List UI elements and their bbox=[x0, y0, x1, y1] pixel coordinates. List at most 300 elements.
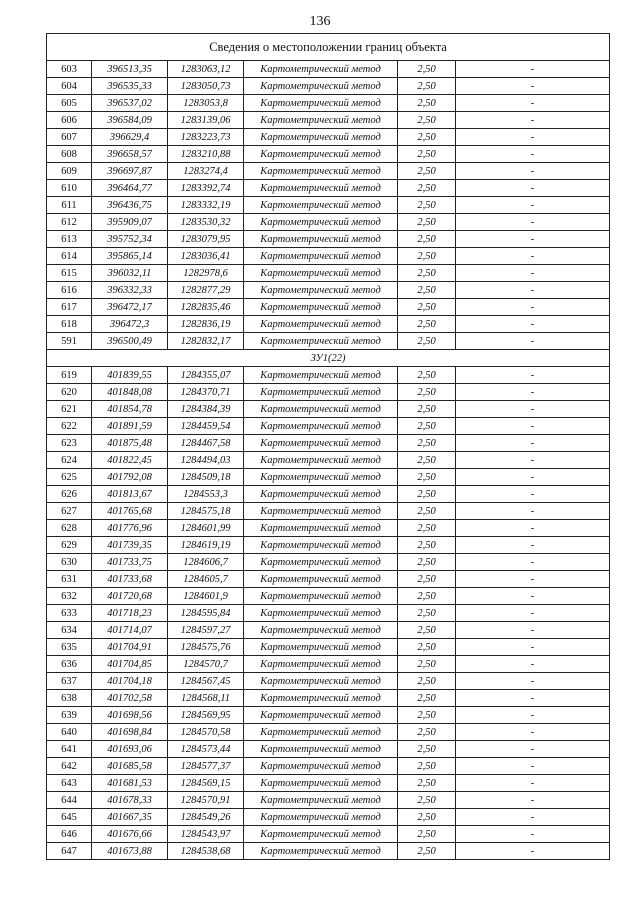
x-coordinate-cell: 401792,08 bbox=[92, 469, 168, 486]
y-coordinate-cell: 1284384,39 bbox=[168, 401, 244, 418]
description-cell: - bbox=[456, 639, 610, 656]
point-number-cell: 641 bbox=[47, 741, 92, 758]
x-coordinate-cell: 401702,58 bbox=[92, 690, 168, 707]
description-cell: - bbox=[456, 197, 610, 214]
method-cell: Картометрический метод bbox=[244, 503, 398, 520]
x-coordinate-cell: 401739,35 bbox=[92, 537, 168, 554]
table-row bbox=[47, 231, 610, 248]
description-cell: - bbox=[456, 265, 610, 282]
description-cell: - bbox=[456, 418, 610, 435]
method-cell: Картометрический метод bbox=[244, 605, 398, 622]
point-number-cell: 623 bbox=[47, 435, 92, 452]
y-coordinate-cell: 1284569,15 bbox=[168, 775, 244, 792]
x-coordinate-cell: 396629,4 bbox=[92, 129, 168, 146]
method-cell: Картометрический метод bbox=[244, 214, 398, 231]
y-coordinate-cell: 1283036,41 bbox=[168, 248, 244, 265]
description-cell: - bbox=[456, 163, 610, 180]
y-coordinate-cell: 1282877,29 bbox=[168, 282, 244, 299]
table-row bbox=[47, 486, 610, 503]
point-number-cell: 635 bbox=[47, 639, 92, 656]
point-number-cell: 606 bbox=[47, 112, 92, 129]
section-header: ЗУ1(22) bbox=[47, 350, 610, 367]
point-number-cell: 647 bbox=[47, 843, 92, 860]
table-row bbox=[47, 401, 610, 418]
accuracy-cell: 2,50 bbox=[398, 265, 456, 282]
description-cell: - bbox=[456, 435, 610, 452]
point-number-cell: 609 bbox=[47, 163, 92, 180]
y-coordinate-cell: 1284569,95 bbox=[168, 707, 244, 724]
table-row bbox=[47, 452, 610, 469]
point-number-cell: 640 bbox=[47, 724, 92, 741]
method-cell: Картометрический метод bbox=[244, 673, 398, 690]
accuracy-cell: 2,50 bbox=[398, 214, 456, 231]
table-row bbox=[47, 435, 610, 452]
table-row bbox=[47, 214, 610, 231]
accuracy-cell: 2,50 bbox=[398, 843, 456, 860]
point-number-cell: 616 bbox=[47, 282, 92, 299]
y-coordinate-cell: 1283274,4 bbox=[168, 163, 244, 180]
description-cell: - bbox=[456, 520, 610, 537]
point-number-cell: 630 bbox=[47, 554, 92, 571]
x-coordinate-cell: 401875,48 bbox=[92, 435, 168, 452]
accuracy-cell: 2,50 bbox=[398, 112, 456, 129]
x-coordinate-cell: 396500,49 bbox=[92, 333, 168, 350]
table-row bbox=[47, 673, 610, 690]
y-coordinate-cell: 1284494,03 bbox=[168, 452, 244, 469]
description-cell: - bbox=[456, 367, 610, 384]
table-row bbox=[47, 554, 610, 571]
point-number-cell: 629 bbox=[47, 537, 92, 554]
point-number-cell: 622 bbox=[47, 418, 92, 435]
method-cell: Картометрический метод bbox=[244, 129, 398, 146]
accuracy-cell: 2,50 bbox=[398, 588, 456, 605]
point-number-cell: 619 bbox=[47, 367, 92, 384]
description-cell: - bbox=[456, 61, 610, 78]
point-number-cell: 615 bbox=[47, 265, 92, 282]
y-coordinate-cell: 1284575,76 bbox=[168, 639, 244, 656]
description-cell: - bbox=[456, 707, 610, 724]
point-number-cell: 632 bbox=[47, 588, 92, 605]
y-coordinate-cell: 1282978,6 bbox=[168, 265, 244, 282]
method-cell: Картометрический метод bbox=[244, 792, 398, 809]
method-cell: Картометрический метод bbox=[244, 333, 398, 350]
table-row bbox=[47, 741, 610, 758]
accuracy-cell: 2,50 bbox=[398, 707, 456, 724]
accuracy-cell: 2,50 bbox=[398, 758, 456, 775]
accuracy-cell: 2,50 bbox=[398, 299, 456, 316]
table-title-row bbox=[47, 34, 610, 61]
x-coordinate-cell: 401765,68 bbox=[92, 503, 168, 520]
table-row bbox=[47, 724, 610, 741]
accuracy-cell: 2,50 bbox=[398, 503, 456, 520]
method-cell: Картометрический метод bbox=[244, 724, 398, 741]
y-coordinate-cell: 1284619,19 bbox=[168, 537, 244, 554]
method-cell: Картометрический метод bbox=[244, 520, 398, 537]
table-row bbox=[47, 61, 610, 78]
x-coordinate-cell: 396464,77 bbox=[92, 180, 168, 197]
point-number-cell: 637 bbox=[47, 673, 92, 690]
accuracy-cell: 2,50 bbox=[398, 775, 456, 792]
method-cell: Картометрический метод bbox=[244, 418, 398, 435]
method-cell: Картометрический метод bbox=[244, 231, 398, 248]
x-coordinate-cell: 401813,67 bbox=[92, 486, 168, 503]
point-number-cell: 627 bbox=[47, 503, 92, 520]
table-row bbox=[47, 146, 610, 163]
description-cell: - bbox=[456, 792, 610, 809]
table-row bbox=[47, 503, 610, 520]
table-title: Сведения о местоположении границ объекта bbox=[47, 34, 610, 61]
method-cell: Картометрический метод bbox=[244, 554, 398, 571]
table-row bbox=[47, 316, 610, 333]
accuracy-cell: 2,50 bbox=[398, 554, 456, 571]
point-number-cell: 643 bbox=[47, 775, 92, 792]
method-cell: Картометрический метод bbox=[244, 95, 398, 112]
table-row bbox=[47, 690, 610, 707]
accuracy-cell: 2,50 bbox=[398, 673, 456, 690]
x-coordinate-cell: 396472,3 bbox=[92, 316, 168, 333]
x-coordinate-cell: 396535,33 bbox=[92, 78, 168, 95]
accuracy-cell: 2,50 bbox=[398, 622, 456, 639]
table-row bbox=[47, 809, 610, 826]
point-number-cell: 634 bbox=[47, 622, 92, 639]
description-cell: - bbox=[456, 724, 610, 741]
method-cell: Картометрический метод bbox=[244, 367, 398, 384]
y-coordinate-cell: 1283079,95 bbox=[168, 231, 244, 248]
x-coordinate-cell: 396332,33 bbox=[92, 282, 168, 299]
table-body bbox=[47, 61, 610, 860]
table-row bbox=[47, 299, 610, 316]
accuracy-cell: 2,50 bbox=[398, 197, 456, 214]
y-coordinate-cell: 1284370,71 bbox=[168, 384, 244, 401]
table-row bbox=[47, 588, 610, 605]
point-number-cell: 642 bbox=[47, 758, 92, 775]
table-row bbox=[47, 418, 610, 435]
point-number-cell: 620 bbox=[47, 384, 92, 401]
accuracy-cell: 2,50 bbox=[398, 231, 456, 248]
x-coordinate-cell: 401678,33 bbox=[92, 792, 168, 809]
point-number-cell: 626 bbox=[47, 486, 92, 503]
table-row bbox=[47, 537, 610, 554]
y-coordinate-cell: 1282835,46 bbox=[168, 299, 244, 316]
table-row bbox=[47, 95, 610, 112]
method-cell: Картометрический метод bbox=[244, 452, 398, 469]
point-number-cell: 646 bbox=[47, 826, 92, 843]
accuracy-cell: 2,50 bbox=[398, 401, 456, 418]
description-cell: - bbox=[456, 826, 610, 843]
y-coordinate-cell: 1284573,44 bbox=[168, 741, 244, 758]
method-cell: Картометрический метод bbox=[244, 61, 398, 78]
description-cell: - bbox=[456, 282, 610, 299]
point-number-cell: 645 bbox=[47, 809, 92, 826]
method-cell: Картометрический метод bbox=[244, 537, 398, 554]
method-cell: Картометрический метод bbox=[244, 758, 398, 775]
y-coordinate-cell: 1284568,11 bbox=[168, 690, 244, 707]
table-row bbox=[47, 622, 610, 639]
accuracy-cell: 2,50 bbox=[398, 248, 456, 265]
accuracy-cell: 2,50 bbox=[398, 316, 456, 333]
description-cell: - bbox=[456, 537, 610, 554]
method-cell: Картометрический метод bbox=[244, 469, 398, 486]
description-cell: - bbox=[456, 316, 610, 333]
point-number-cell: 604 bbox=[47, 78, 92, 95]
point-number-cell: 636 bbox=[47, 656, 92, 673]
y-coordinate-cell: 1284570,91 bbox=[168, 792, 244, 809]
x-coordinate-cell: 401714,07 bbox=[92, 622, 168, 639]
x-coordinate-cell: 401848,08 bbox=[92, 384, 168, 401]
description-cell: - bbox=[456, 571, 610, 588]
accuracy-cell: 2,50 bbox=[398, 656, 456, 673]
point-number-cell: 628 bbox=[47, 520, 92, 537]
description-cell: - bbox=[456, 605, 610, 622]
y-coordinate-cell: 1284567,45 bbox=[168, 673, 244, 690]
table-row bbox=[47, 197, 610, 214]
table-row bbox=[47, 826, 610, 843]
x-coordinate-cell: 401733,75 bbox=[92, 554, 168, 571]
y-coordinate-cell: 1284543,97 bbox=[168, 826, 244, 843]
accuracy-cell: 2,50 bbox=[398, 163, 456, 180]
accuracy-cell: 2,50 bbox=[398, 333, 456, 350]
description-cell: - bbox=[456, 180, 610, 197]
point-number-cell: 624 bbox=[47, 452, 92, 469]
x-coordinate-cell: 395865,14 bbox=[92, 248, 168, 265]
description-cell: - bbox=[456, 503, 610, 520]
description-cell: - bbox=[456, 299, 610, 316]
x-coordinate-cell: 401704,18 bbox=[92, 673, 168, 690]
accuracy-cell: 2,50 bbox=[398, 469, 456, 486]
y-coordinate-cell: 1284553,3 bbox=[168, 486, 244, 503]
y-coordinate-cell: 1284570,7 bbox=[168, 656, 244, 673]
point-number-cell: 610 bbox=[47, 180, 92, 197]
method-cell: Картометрический метод bbox=[244, 775, 398, 792]
description-cell: - bbox=[456, 452, 610, 469]
method-cell: Картометрический метод bbox=[244, 843, 398, 860]
accuracy-cell: 2,50 bbox=[398, 282, 456, 299]
y-coordinate-cell: 1283139,06 bbox=[168, 112, 244, 129]
description-cell: - bbox=[456, 248, 610, 265]
method-cell: Картометрический метод bbox=[244, 384, 398, 401]
y-coordinate-cell: 1283053,8 bbox=[168, 95, 244, 112]
y-coordinate-cell: 1283392,74 bbox=[168, 180, 244, 197]
method-cell: Картометрический метод bbox=[244, 78, 398, 95]
method-cell: Картометрический метод bbox=[244, 112, 398, 129]
x-coordinate-cell: 401776,96 bbox=[92, 520, 168, 537]
accuracy-cell: 2,50 bbox=[398, 571, 456, 588]
point-number-cell: 625 bbox=[47, 469, 92, 486]
y-coordinate-cell: 1282832,17 bbox=[168, 333, 244, 350]
x-coordinate-cell: 401718,23 bbox=[92, 605, 168, 622]
x-coordinate-cell: 401704,91 bbox=[92, 639, 168, 656]
accuracy-cell: 2,50 bbox=[398, 792, 456, 809]
method-cell: Картометрический метод bbox=[244, 588, 398, 605]
y-coordinate-cell: 1283063,12 bbox=[168, 61, 244, 78]
table-row bbox=[47, 775, 610, 792]
description-cell: - bbox=[456, 146, 610, 163]
accuracy-cell: 2,50 bbox=[398, 95, 456, 112]
page-number: 136 bbox=[309, 14, 331, 29]
table-row bbox=[47, 384, 610, 401]
x-coordinate-cell: 401693,06 bbox=[92, 741, 168, 758]
method-cell: Картометрический метод bbox=[244, 486, 398, 503]
description-cell: - bbox=[456, 486, 610, 503]
accuracy-cell: 2,50 bbox=[398, 724, 456, 741]
method-cell: Картометрический метод bbox=[244, 741, 398, 758]
table-row bbox=[47, 656, 610, 673]
accuracy-cell: 2,50 bbox=[398, 418, 456, 435]
y-coordinate-cell: 1284606,7 bbox=[168, 554, 244, 571]
table-row bbox=[47, 792, 610, 809]
x-coordinate-cell: 396697,87 bbox=[92, 163, 168, 180]
method-cell: Картометрический метод bbox=[244, 401, 398, 418]
y-coordinate-cell: 1284538,68 bbox=[168, 843, 244, 860]
description-cell: - bbox=[456, 129, 610, 146]
point-number-cell: 613 bbox=[47, 231, 92, 248]
method-cell: Картометрический метод bbox=[244, 435, 398, 452]
description-cell: - bbox=[456, 741, 610, 758]
x-coordinate-cell: 401676,66 bbox=[92, 826, 168, 843]
y-coordinate-cell: 1283050,73 bbox=[168, 78, 244, 95]
method-cell: Картометрический метод bbox=[244, 282, 398, 299]
accuracy-cell: 2,50 bbox=[398, 384, 456, 401]
x-coordinate-cell: 396032,11 bbox=[92, 265, 168, 282]
point-number-cell: 631 bbox=[47, 571, 92, 588]
accuracy-cell: 2,50 bbox=[398, 537, 456, 554]
y-coordinate-cell: 1284601,9 bbox=[168, 588, 244, 605]
table-row bbox=[47, 639, 610, 656]
y-coordinate-cell: 1284597,27 bbox=[168, 622, 244, 639]
x-coordinate-cell: 401733,68 bbox=[92, 571, 168, 588]
x-coordinate-cell: 401667,35 bbox=[92, 809, 168, 826]
x-coordinate-cell: 396513,35 bbox=[92, 61, 168, 78]
description-cell: - bbox=[456, 401, 610, 418]
accuracy-cell: 2,50 bbox=[398, 367, 456, 384]
section-header-row bbox=[47, 350, 610, 367]
point-number-cell: 621 bbox=[47, 401, 92, 418]
x-coordinate-cell: 401698,84 bbox=[92, 724, 168, 741]
table-row bbox=[47, 248, 610, 265]
accuracy-cell: 2,50 bbox=[398, 690, 456, 707]
x-coordinate-cell: 396584,09 bbox=[92, 112, 168, 129]
description-cell: - bbox=[456, 690, 610, 707]
method-cell: Картометрический метод bbox=[244, 180, 398, 197]
x-coordinate-cell: 396472,17 bbox=[92, 299, 168, 316]
y-coordinate-cell: 1284355,07 bbox=[168, 367, 244, 384]
accuracy-cell: 2,50 bbox=[398, 452, 456, 469]
method-cell: Картометрический метод bbox=[244, 163, 398, 180]
table-row bbox=[47, 843, 610, 860]
boundary-coordinates-table bbox=[46, 33, 610, 860]
description-cell: - bbox=[456, 656, 610, 673]
method-cell: Картометрический метод bbox=[244, 571, 398, 588]
table-row bbox=[47, 129, 610, 146]
x-coordinate-cell: 401839,55 bbox=[92, 367, 168, 384]
accuracy-cell: 2,50 bbox=[398, 129, 456, 146]
description-cell: - bbox=[456, 95, 610, 112]
description-cell: - bbox=[456, 384, 610, 401]
accuracy-cell: 2,50 bbox=[398, 826, 456, 843]
method-cell: Картометрический метод bbox=[244, 265, 398, 282]
description-cell: - bbox=[456, 333, 610, 350]
accuracy-cell: 2,50 bbox=[398, 605, 456, 622]
method-cell: Картометрический метод bbox=[244, 316, 398, 333]
table-row bbox=[47, 265, 610, 282]
x-coordinate-cell: 395909,07 bbox=[92, 214, 168, 231]
point-number-cell: 614 bbox=[47, 248, 92, 265]
description-cell: - bbox=[456, 673, 610, 690]
y-coordinate-cell: 1284605,7 bbox=[168, 571, 244, 588]
x-coordinate-cell: 401685,58 bbox=[92, 758, 168, 775]
table-row bbox=[47, 180, 610, 197]
method-cell: Картометрический метод bbox=[244, 809, 398, 826]
x-coordinate-cell: 401704,85 bbox=[92, 656, 168, 673]
x-coordinate-cell: 401854,78 bbox=[92, 401, 168, 418]
x-coordinate-cell: 396658,57 bbox=[92, 146, 168, 163]
x-coordinate-cell: 401891,59 bbox=[92, 418, 168, 435]
description-cell: - bbox=[456, 554, 610, 571]
accuracy-cell: 2,50 bbox=[398, 146, 456, 163]
method-cell: Картометрический метод bbox=[244, 656, 398, 673]
accuracy-cell: 2,50 bbox=[398, 809, 456, 826]
description-cell: - bbox=[456, 775, 610, 792]
x-coordinate-cell: 396537,02 bbox=[92, 95, 168, 112]
y-coordinate-cell: 1284575,18 bbox=[168, 503, 244, 520]
point-number-cell: 603 bbox=[47, 61, 92, 78]
table-row bbox=[47, 112, 610, 129]
table-row bbox=[47, 78, 610, 95]
y-coordinate-cell: 1284467,58 bbox=[168, 435, 244, 452]
description-cell: - bbox=[456, 843, 610, 860]
x-coordinate-cell: 401698,56 bbox=[92, 707, 168, 724]
accuracy-cell: 2,50 bbox=[398, 520, 456, 537]
accuracy-cell: 2,50 bbox=[398, 741, 456, 758]
point-number-cell: 612 bbox=[47, 214, 92, 231]
accuracy-cell: 2,50 bbox=[398, 486, 456, 503]
description-cell: - bbox=[456, 78, 610, 95]
table-row bbox=[47, 707, 610, 724]
point-number-cell: 591 bbox=[47, 333, 92, 350]
y-coordinate-cell: 1283332,19 bbox=[168, 197, 244, 214]
y-coordinate-cell: 1282836,19 bbox=[168, 316, 244, 333]
y-coordinate-cell: 1284577,37 bbox=[168, 758, 244, 775]
y-coordinate-cell: 1283223,73 bbox=[168, 129, 244, 146]
point-number-cell: 638 bbox=[47, 690, 92, 707]
method-cell: Картометрический метод bbox=[244, 197, 398, 214]
y-coordinate-cell: 1284570,58 bbox=[168, 724, 244, 741]
x-coordinate-cell: 395752,34 bbox=[92, 231, 168, 248]
accuracy-cell: 2,50 bbox=[398, 435, 456, 452]
table-row bbox=[47, 333, 610, 350]
y-coordinate-cell: 1283530,32 bbox=[168, 214, 244, 231]
point-number-cell: 633 bbox=[47, 605, 92, 622]
accuracy-cell: 2,50 bbox=[398, 180, 456, 197]
table-row bbox=[47, 469, 610, 486]
method-cell: Картометрический метод bbox=[244, 707, 398, 724]
x-coordinate-cell: 401720,68 bbox=[92, 588, 168, 605]
method-cell: Картометрический метод bbox=[244, 639, 398, 656]
y-coordinate-cell: 1284459,54 bbox=[168, 418, 244, 435]
table-row bbox=[47, 571, 610, 588]
table-row bbox=[47, 163, 610, 180]
x-coordinate-cell: 401822,45 bbox=[92, 452, 168, 469]
method-cell: Картометрический метод bbox=[244, 690, 398, 707]
y-coordinate-cell: 1284509,18 bbox=[168, 469, 244, 486]
accuracy-cell: 2,50 bbox=[398, 61, 456, 78]
x-coordinate-cell: 401681,53 bbox=[92, 775, 168, 792]
point-number-cell: 618 bbox=[47, 316, 92, 333]
point-number-cell: 611 bbox=[47, 197, 92, 214]
table-row bbox=[47, 520, 610, 537]
point-number-cell: 617 bbox=[47, 299, 92, 316]
point-number-cell: 607 bbox=[47, 129, 92, 146]
